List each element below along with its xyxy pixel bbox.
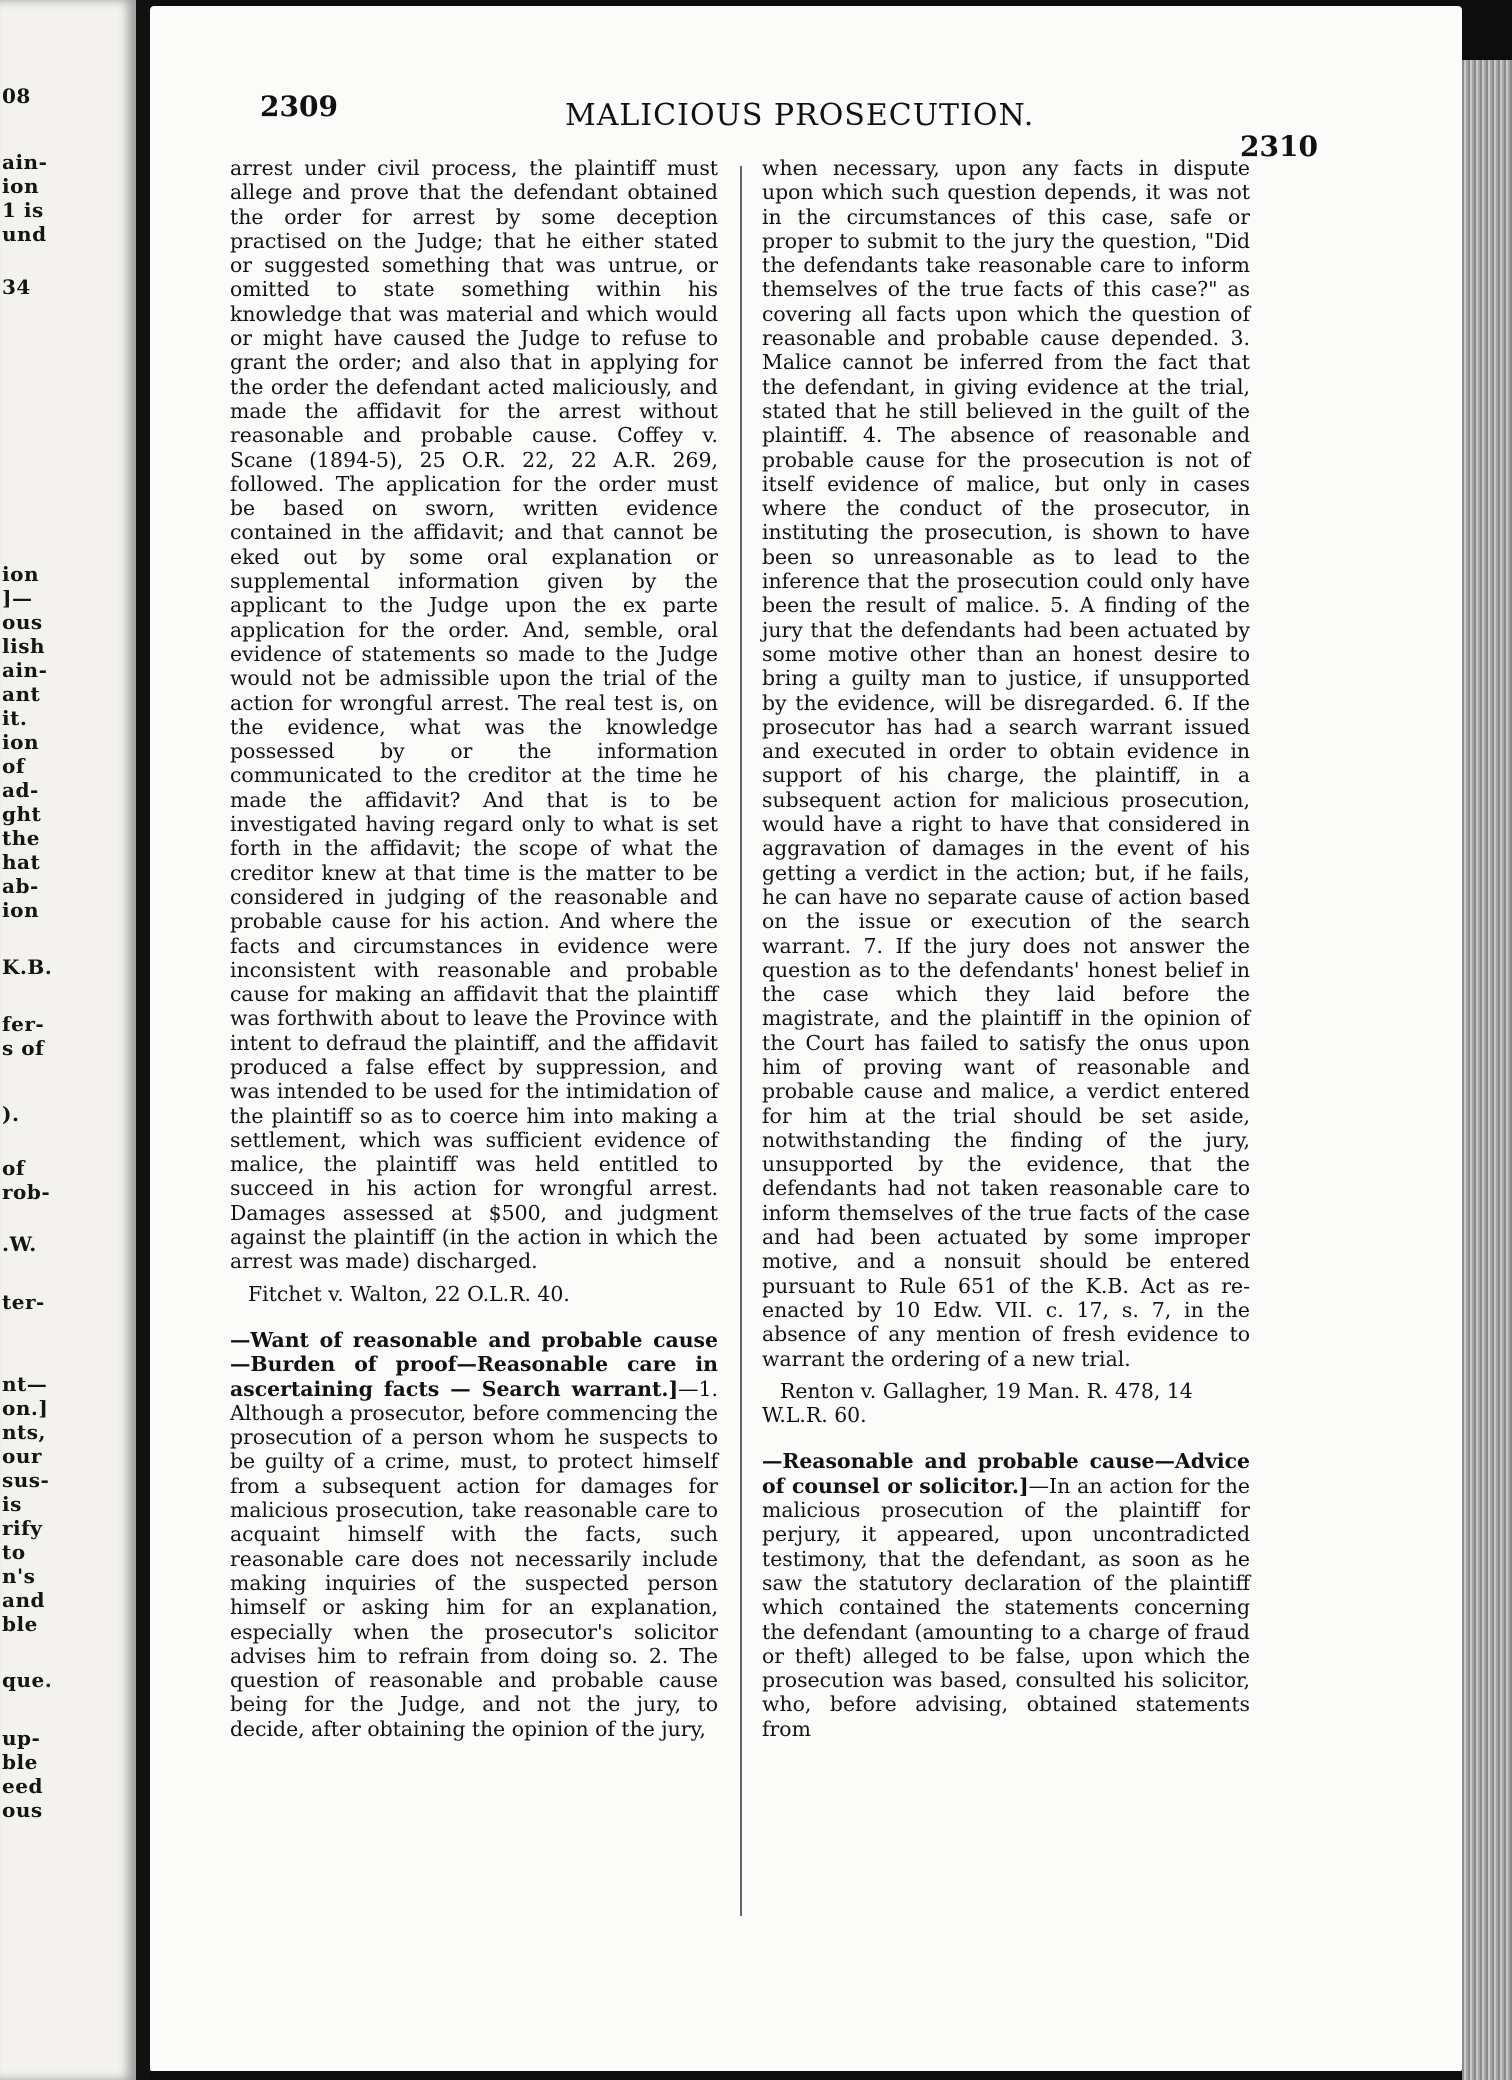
left-page-fragment: our [2,1444,42,1468]
left-page-fragment: ion [2,730,39,754]
left-page-fragment: rob- [2,1180,51,1204]
page-header [150,90,1462,163]
left-page-fragment: rify [2,1516,43,1540]
left-page-fragment: K.B. [2,955,53,979]
left-page-fragment: ant [2,682,41,706]
left-page-fragment: on.] [2,1396,49,1420]
adjacent-left-page [0,0,136,2080]
left-page-fragment: sus- [2,1468,50,1492]
entry-body: —In an action for the malicious prosecution of the plaintiff for perjury, it appeared, upon uncontradicted testimony, that the defendant, as soon as he saw the statutory declaration of the plaintiff which contained the statements concerning the defendant (amounting to a charge of fraud or theft) alleged to be false, upon which the prosecution was based, consulted his solicitor, who, before advising, obtained statements from [762,1473,1250,1741]
left-page-fragment: ous [2,1798,43,1822]
left-page-fragment: of [2,1156,25,1180]
left-page-fragment: to [2,1540,26,1564]
left-page-fragment: .W. [2,1232,37,1256]
left-page-fragment: n's [2,1564,36,1588]
book-page [150,6,1462,2071]
case-citation: Fitchet v. Walton, 22 O.L.R. 40. [248,1281,570,1306]
left-page-fragment: 1 is [2,198,44,222]
column-divider [740,166,742,1916]
left-page-fragment: the [2,826,41,850]
left-page-fragment: ble [2,1612,38,1636]
left-page-fragment: it. [2,706,28,730]
left-page-fragment: and [2,1588,45,1612]
left-page-fragment: ]— [2,586,33,610]
page-number-right: 2310 [1240,130,1318,163]
left-page-fragment: nt— [2,1372,48,1396]
paragraph: arrest under civil process, the plaintiff must allege and prove that the defendant obtained the order for arrest by some deception practised on the Judge; that he either stated or suggested something that was untrue, or omitted to state something within his knowledge that was material and which would or might have caused the Judge to refuse to grant the order; and also that in applying for the order the defendant acted maliciously, and made the affidavit for the arrest without reasonable and probable cause. Coffey v. Scane (1894-5), 25 O.R. 22, 22 A.R. 269, followed. The application for the order must be based on sworn, written evidence contained in the affidavit; and that cannot be eked out by some oral explanation or supplemental information given by the applicant to the Judge upon the ex parte application for the order. And, semble, oral evidence of statements so made to the Judge would not be admissible upon the trial of the action for wrongful arrest. The real test is, on the evidence, what was the knowledge possessed by or the information communicated to the creditor at the time he made the affidavit? And that is to be investigated having regard only to what is set forth in the affidavit; the scope of what the creditor knew at that time is the matter to be considered in judging of the reasonable and probable cause for his action. And where the facts and circumstances in evidence were inconsistent with reasonable and probable cause for making an affidavit that the plaintiff was forthwith about to leave the Province with intent to defraud the plaintiff, and the affidavit produced a false effect by suppression, and was intended to be used for the intimidation of the plaintiff so as to coerce him into making a settlement, which was sufficient evidence of malice, the plaintiff was held entitled to succeed in his action for wrongful arrest. Damages assessed at $500, and judgment against the plaintiff (in the action in which the arrest was made) discharged. [230,156,718,1274]
entry-heading: —Reasonable and probable cause—Advice of counsel or solicitor.] [762,1449,1250,1498]
left-page-fragment: ble [2,1750,38,1774]
left-page-fragment: 34 [2,275,31,299]
left-column [230,156,718,1741]
left-page-fragment: fer- [2,1012,45,1036]
left-page-fragment: ous [2,610,43,634]
left-page-fragment: ion [2,562,39,586]
book-gutter [136,0,150,2080]
left-page-fragment: que. [2,1668,53,1692]
page-number-left: 2309 [260,90,338,123]
case-citation: Renton v. Gallagher, 19 Man. R. 478, 14 W.L.R. 60. [762,1378,1193,1428]
left-page-fragment: ion [2,174,39,198]
left-page-fragment: ain- [2,150,48,174]
left-page-fragment: nts, [2,1420,47,1444]
left-page-fragment: ad- [2,778,39,802]
left-page-fragment: is [2,1492,22,1516]
digest-entry [762,1449,1250,1741]
left-page-fragment: lish [2,634,45,658]
entry-heading: —Want of reasonable and probable cause —Burden of proof—Reasonable care in ascertaining facts — Search warrant.] [230,1327,718,1401]
left-page-fragment: ion [2,898,39,922]
left-page-fragment: of [2,754,25,778]
left-page-fragment: hat [2,850,41,874]
entry-body: —1. Although a prosecutor, before commencing the prosecution of a person whom he suspects to be guilty of a crime, must, to protect himself from a subsequent action for damages for malicious prosecution, take reasonable care to acquaint himself with the facts, such reasonable care does not necessarily include making inquiries of the suspected person himself or asking him for an explanation, especially when the prosecutor's solicitor advises him to refrain from doing so. 2. The question of reasonable and probable cause being for the Judge, and not the jury, to decide, after obtaining the opinion of the jury, [230,1376,718,1741]
left-page-fragment: s of [2,1036,45,1060]
left-page-fragment: up- [2,1726,41,1750]
left-page-fragment: eed [2,1774,43,1798]
left-page-fragment: ). [2,1102,20,1126]
paragraph: when necessary, upon any facts in dispute upon which such question depends, it was not in the circumstances of this case, safe or proper to submit to the jury the question, "Did the defendants take reasonable care to inform themselves of the true facts of this case?" as covering all facts upon which the question of reasonable and probable cause depended. 3. Malice cannot be inferred from the fact that the defendant, in giving evidence at the trial, stated that he still believed in the guilt of the plaintiff. 4. The absence of reasonable and probable cause for the prosecution is not of itself evidence of malice, but only in cases where the conduct of the prosecutor, in instituting the prosecution, is shown to have been so unreasonable as to lead to the inference that the prosecution could only have been the result of malice. 5. A finding of the jury that the defendants had been actuated by some motive other than an honest desire to bring a guilty man to justice, if unsupported by the evidence, will be disregarded. 6. If the prosecutor has had a search warrant issued and executed in order to obtain evidence in support of his charge, the plaintiff, in a subsequent action for malicious prosecution, would have a right to have that considered in aggravation of damages in the event of his getting a verdict in the action; but, if he fails, he can have no separate cause of action based on the issue or execution of the search warrant. 7. If the jury does not answer the question as to the defendants' honest belief in the case which they laid before the magistrate, and the plaintiff in the opinion of the Court has failed to satisfy the onus upon him of proving want of reasonable and probable cause and malice, a verdict entered for him at the trial should be set aside, notwithstanding the finding of the jury, unsupported by the evidence, that the defendants had not taken reasonable care to inform themselves of the true facts of the case and had been actuated by some improper motive, and a nonsuit should be entered pursuant to Rule 651 of the K.B. Act as re-enacted by 10 Edw. VII. c. 17, s. 7, in the absence of any mention of fresh evidence to warrant the ordering of a new trial. [762,156,1250,1371]
running-head: MALICIOUS PROSECUTION. [565,98,1035,133]
left-page-fragment: 08 [2,84,31,108]
digest-entry [230,1328,718,1741]
left-page-fragment: und [2,222,47,246]
left-page-fragment: ab- [2,874,39,898]
left-page-fragment: ght [2,802,42,826]
page-edges [1462,60,1512,2080]
right-column [762,156,1250,1741]
left-page-fragment: ain- [2,658,48,682]
left-page-fragment: ter- [2,1290,45,1314]
